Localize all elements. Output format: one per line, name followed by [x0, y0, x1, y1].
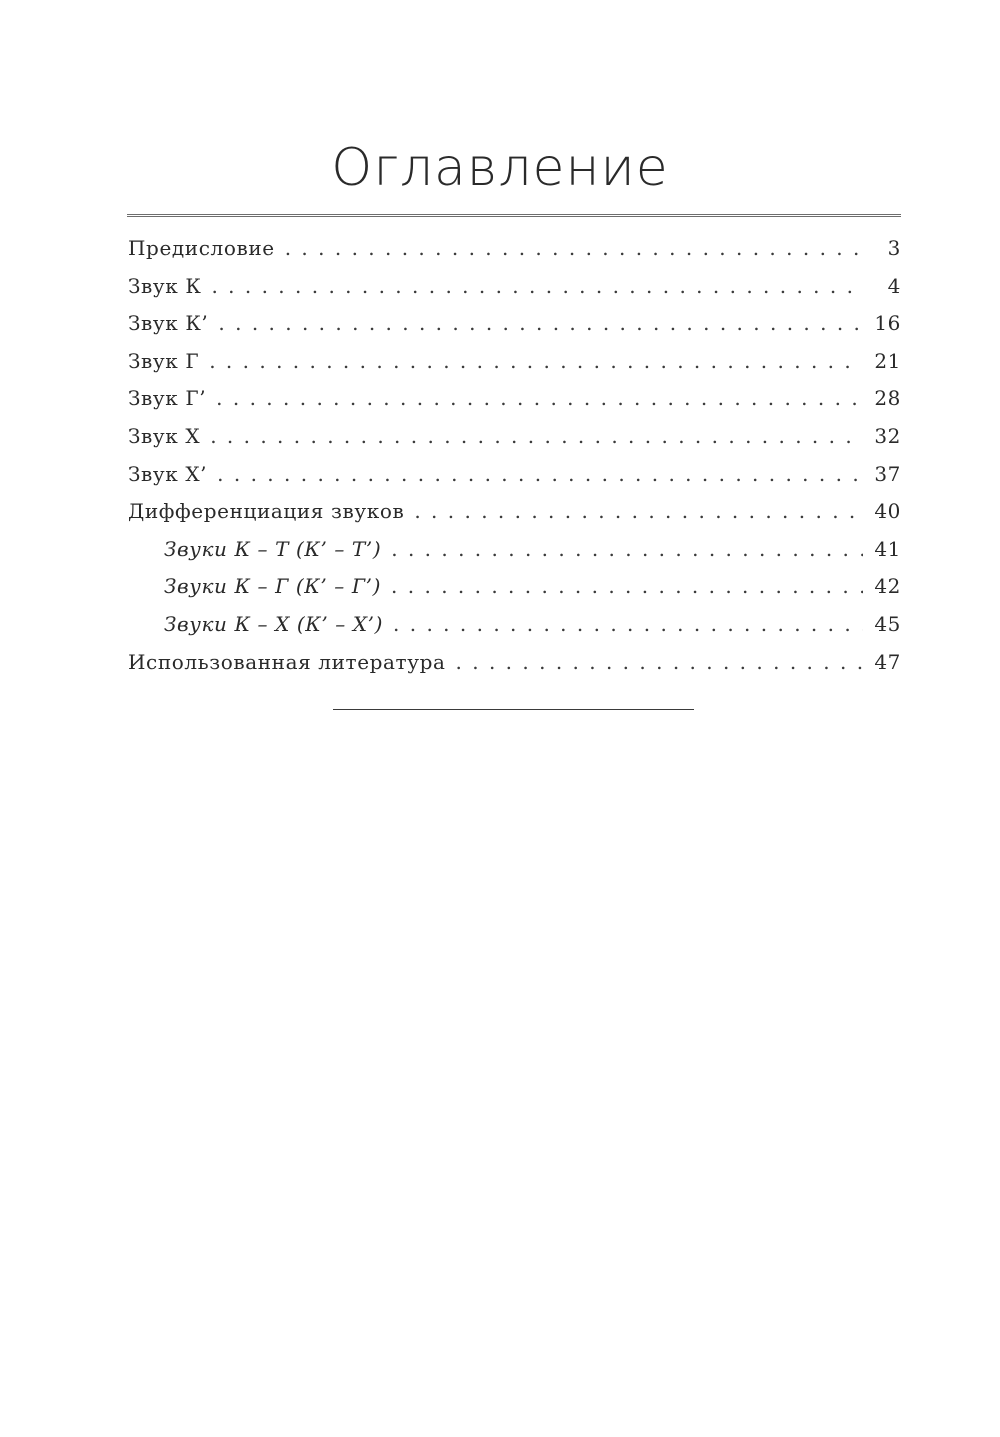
table-of-contents [128, 236, 901, 687]
toc-entry-title: Звуки К – Х (К’ – Х’) [164, 611, 384, 636]
toc-entry-preface[interactable] [128, 236, 901, 274]
dot-leader [391, 574, 863, 598]
dot-leader [211, 274, 863, 298]
toc-entry-sound-kh[interactable] [128, 424, 901, 462]
toc-entry-title: Предисловие [128, 236, 275, 260]
toc-entry-page: 32 [874, 423, 901, 448]
dot-leader [217, 462, 863, 486]
dot-leader [456, 650, 863, 674]
page-title: Оглавление [331, 138, 669, 198]
dot-leader [393, 612, 863, 636]
toc-entry-page: 4 [887, 273, 901, 298]
dot-leader [210, 424, 863, 448]
toc-entry-title: Звук Г [128, 348, 200, 373]
toc-entry-title: Звук Х [128, 423, 201, 448]
title-divider [127, 214, 901, 217]
dot-leader [209, 349, 863, 373]
dot-leader [285, 236, 863, 260]
toc-entry-sound-g-soft[interactable] [128, 386, 901, 424]
toc-entry-page: 37 [874, 461, 901, 486]
toc-entry-title: Использованная литература [128, 649, 446, 674]
toc-entry-sound-k[interactable] [128, 274, 901, 312]
toc-entry-page: 3 [887, 236, 901, 260]
toc-entry-differentiation[interactable] [128, 499, 901, 537]
toc-entry-title: Звуки К – Г (К’ – Г’) [164, 574, 382, 599]
toc-subentry-k-kh[interactable] [128, 612, 901, 650]
dot-leader [216, 386, 863, 410]
toc-entry-sound-kh-soft[interactable] [128, 462, 901, 500]
toc-subentry-k-t[interactable] [128, 537, 901, 575]
toc-entry-sound-k-soft[interactable] [128, 311, 901, 349]
dot-leader [391, 537, 863, 561]
toc-entry-page: 47 [874, 649, 901, 674]
toc-entry-page: 21 [874, 348, 901, 373]
toc-entry-page: 40 [874, 499, 901, 524]
toc-entry-title: Дифференциация звуков [128, 499, 405, 524]
toc-entry-page: 28 [874, 386, 901, 411]
toc-entry-title: Звук Х’ [128, 461, 208, 486]
toc-entry-title: Звук К’ [128, 311, 209, 336]
dot-leader [218, 311, 863, 335]
toc-entry-title: Звук Г’ [128, 386, 207, 411]
dot-leader [414, 499, 863, 523]
toc-entry-sound-g[interactable] [128, 349, 901, 387]
toc-entry-references[interactable] [128, 650, 901, 688]
toc-entry-title: Звук К [128, 273, 202, 298]
toc-entry-page: 45 [874, 611, 901, 636]
toc-entry-page: 41 [874, 536, 901, 561]
toc-entry-title: Звуки К – Т (К’ – Т’) [164, 536, 382, 561]
toc-entry-page: 42 [874, 574, 901, 599]
closing-divider [333, 709, 694, 710]
toc-entry-page: 16 [874, 311, 901, 336]
toc-subentry-k-g[interactable] [128, 574, 901, 612]
